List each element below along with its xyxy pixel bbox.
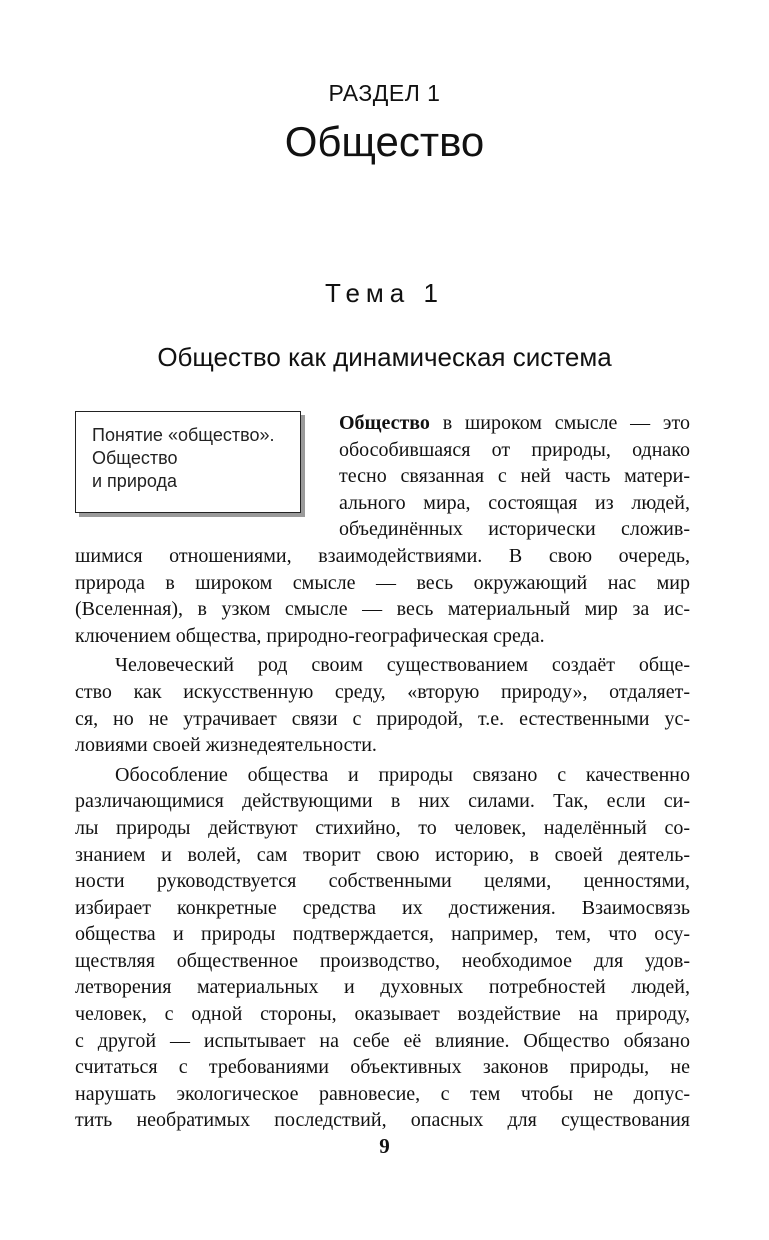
- topic-title: Общество как динамическая система: [157, 342, 612, 372]
- sidebar-note-line: Понятие «общество».: [92, 425, 275, 445]
- paragraph-1-line: ального мира, состоящая из людей,: [339, 491, 690, 514]
- paragraph-3-line: с другой — испытывает на себе её влияние. Общество обязано: [75, 1029, 690, 1052]
- paragraph-1-line: обособившаяся от природы, однако: [339, 438, 690, 461]
- section-label: РАЗДЕЛ 1: [328, 80, 441, 106]
- defined-term: Общество: [339, 412, 430, 434]
- paragraph-3-line: тить необратимых последствий, опасных для существования: [75, 1109, 690, 1132]
- body-text: [75, 410, 690, 1134]
- paragraph-3-line: считаться с требованиями объективных законов природы, не: [75, 1056, 690, 1079]
- paragraph-1-line: тесно связанная с ней часть матери-: [339, 465, 690, 488]
- paragraph-1-line: (Вселенная), в узком смысле — весь материальный мир за ис-: [75, 598, 690, 621]
- paragraph-2-line: ся, но не утрачивает связи с природой, т.е. естественными ус-: [75, 707, 690, 730]
- paragraph-3-line: летворения материальных и духовных потребностей людей,: [75, 976, 690, 999]
- paragraph-1-line: природа в широком смысле — весь окружающий нас мир: [75, 571, 690, 594]
- paragraph-2-line: ловиями своей жизнедеятельности.: [75, 734, 377, 757]
- paragraph-2-line: ство как искусственную среду, «вторую природу», отдаляет-: [75, 680, 690, 703]
- page-number: 9: [379, 1134, 390, 1158]
- paragraph-3-line: общества и природы подтверждается, например, тем, что осу-: [75, 923, 690, 946]
- paragraph-3-line: человек, с одной стороны, оказывает воздействие на природу,: [75, 1003, 690, 1026]
- sidebar-note-line: Общество: [92, 448, 178, 468]
- paragraph-3-line: ности руководствуется собственными целями, ценностями,: [75, 870, 690, 893]
- paragraph-2-line: Человеческий род своим существованием создаёт обще-: [115, 654, 690, 677]
- paragraph-3-line: знанием и волей, сам творит свою историю, в своей деятель-: [75, 843, 690, 866]
- paragraph-3-line: лы природы действуют стихийно, то человек, наделённый со-: [75, 816, 690, 839]
- paragraph-3-line: нарушать экологическое равновесие, с тем чтобы не допус-: [75, 1082, 690, 1105]
- topic-label: Тема 1: [325, 278, 444, 308]
- paragraph-1-line: Общество в широком смысле — это: [339, 412, 690, 434]
- paragraph-3-line: Обособление общества и природы связано с качественно: [115, 763, 690, 786]
- paragraph-1-line: ключением общества, природно-географическая среда.: [75, 624, 545, 647]
- paragraph-1-line: объединённых исторически сложив-: [339, 518, 690, 541]
- sidebar-note-line: и природа: [92, 471, 178, 491]
- paragraph-3-line: ществляя общественное производство, необходимое для удов-: [75, 949, 690, 972]
- paragraph-3-line: избирает конкретные средства их достижения. Взаимосвязь: [75, 896, 690, 919]
- paragraph-1-line: шимися отношениями, взаимодействиями. В свою очередь,: [75, 544, 690, 567]
- paragraph-3-line: различающимися действующими в них силами. Так, если си-: [75, 790, 690, 813]
- section-title: Общество: [284, 118, 485, 165]
